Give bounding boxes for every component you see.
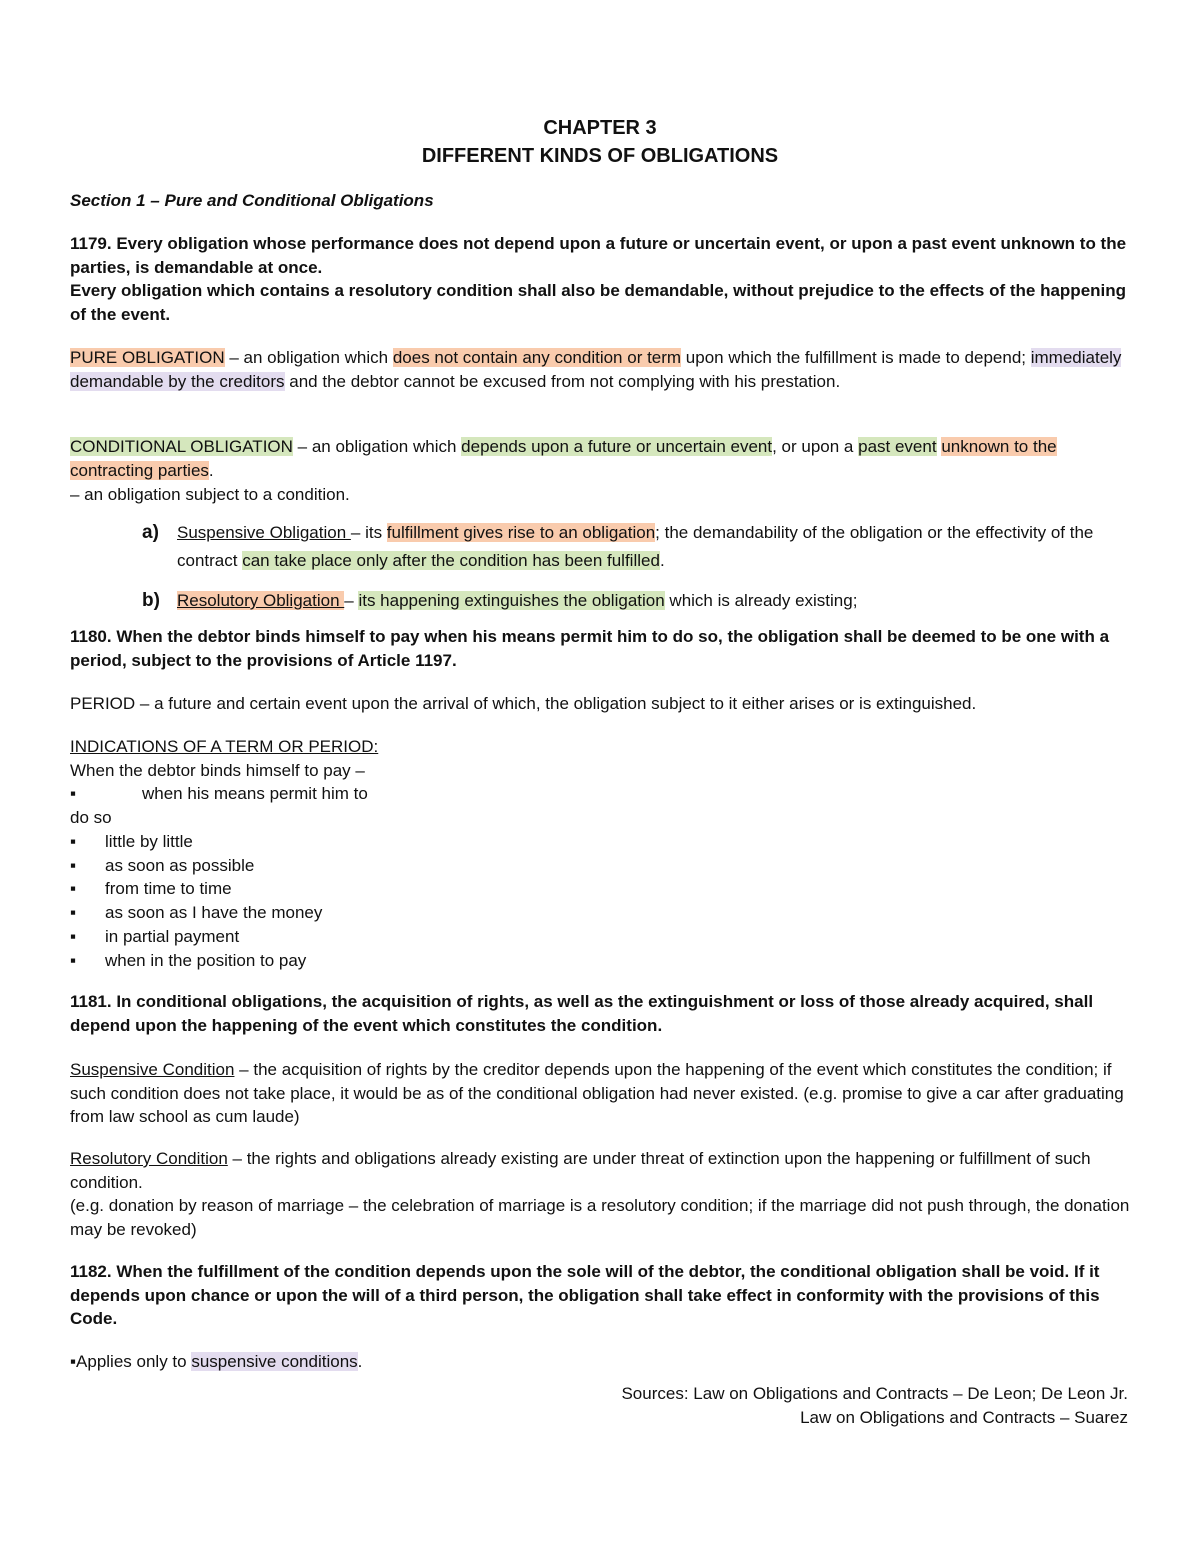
highlight-orange: does not contain any condition or term xyxy=(392,348,682,367)
resolutory-condition-example: (e.g. donation by reason of marriage – the celebration of marriage is a resolutory condition; if the marriage did not push through, the donation may be revoked) xyxy=(70,1196,1130,1239)
resolutory-condition-term: Resolutory Condition xyxy=(70,1149,228,1168)
bullet-icon: ▪ xyxy=(70,856,77,875)
pure-obligation-term: PURE OBLIGATION xyxy=(70,348,225,367)
highlight-orange: fulfillment gives rise to an obligation xyxy=(386,523,656,542)
kind-body: Resolutory Obligation – its happening extinguishes the obligation which is already existing; xyxy=(177,591,858,610)
article-1180: 1180. When the debtor binds himself to pay when his means permit him to do so, the obligation shall be deemed to be one with a period, subject to the provisions of Article 1197. xyxy=(70,627,1110,670)
resolutory-obligation-term: Resolutory Obligation xyxy=(177,591,345,610)
article-1181: 1181. In conditional obligations, the acquisition of rights, as well as the extinguishment or loss of those already acquired, shall depend upon the happening of the event which constitutes the condition. xyxy=(70,992,1094,1035)
indications-heading: INDICATIONS OF A TERM OR PERIOD: xyxy=(70,737,379,756)
pure-obligation-definition: PURE OBLIGATION – an obligation which does not contain any condition or term upon which the fulfillment is made to depend; immediately demandable by the creditors and the debtor cannot be excused from not complying with his prestation. xyxy=(70,348,1122,391)
section-heading: Section 1 – Pure and Conditional Obligations xyxy=(70,191,434,210)
article-1179-paragraph-1: 1179. Every obligation whose performance does not depend upon a future or uncertain event, or upon a past event unknown to the parties, is demandable at once. xyxy=(70,234,1127,277)
chapter-title: DIFFERENT KINDS OF OBLIGATIONS xyxy=(421,145,779,167)
bullet-icon: ▪ xyxy=(70,903,77,922)
applies-note: ▪Applies only to suspensive conditions. xyxy=(70,1352,363,1371)
suspensive-obligation-term: Suspensive Obligation xyxy=(177,523,351,542)
document-page: CHAPTER 3 DIFFERENT KINDS OF OBLIGATIONS Section 1 – Pure and Conditional Obligations 1179. Every obligation whose performance does not depend upon a future or uncertain event, or upon a past event unknown to the parties, is demandable at once. Every obligation which contains a resolutory condition shall also be demandable, without prejudice to the effects of the happening of the event. PURE OBLIGATION – an obligation which does not contain any condition or term upon which the fulfillment is made to depend; immediately demandable by the creditors and the debtor cannot be excused from not complying with his prestation. CONDITIONAL OBLIGATION – an obligation which depends upon a future or uncertain event, or upon a past event unknown to the contracting parties. – an obligation subject to a condition. a) Suspensive Obligation – its fulfillment gives rise to an obligation; the demandability of the obligation or the effectivity of the contract can take place only after the condition has been fulfilled. b) Resolutory Obligation – its happening extinguishes the obligation which is already existing; 1180. When the debtor binds himself to pay when his means permit him to do so, the obligation shall be deemed to be one with a period, subject to the provisions of Article 1197. PERIOD – a future and certain event upon the arrival of which, the obligation subject to it either arises or is extinguished. INDICATIONS OF A TERM OR PERIOD: When the debtor binds himself to pay – ▪ when his means permit him to do so ▪ little by little ▪ as soon as possible ▪ from time to time ▪ as soon as I have the money ▪ in partial payment ▪ when in the position to pay 1181. In conditional obligations, the acquisition of rights, as well as the extinguishment or loss of those already acquired, shall depend upon the happening of the event which constitutes the condition. Suspensive Condition – the acquisition of rights by the creditor depends upon the happening of the event which constitutes the condition; if such condition does not take place, it would be as of the conditional obligation had never existed. (e.g. promise to give a car after graduating from law school as cum laude) Resolutory Condition – the rights and obligations already existing are under threat of extinction upon the happening or fulfillment of such condition. (e.g. donation by reason of marriage – the celebration of marriage is a resolutory condition; if the marriage did not push through, the donation may be revoked) 1182. When the fulfillment of the condition depends upon the sole will of the debtor, the conditional obligation shall be void. If it depends upon chance or upon the will of a third person, the obligation shall take effect in conformity with the provisions of this Code. ▪Applies only to suspensive conditions. Sources: Law on Obligations and Contracts – De Leon; De Leon Jr. Law on Obligations and Contracts – Suarez xyxy=(0,0,1200,1553)
suspensive-condition-term: Suspensive Condition xyxy=(70,1060,235,1079)
highlight-purple: suspensive conditions xyxy=(191,1352,358,1371)
highlight-green: its happening extinguishes the obligation xyxy=(358,591,665,610)
chapter-heading: CHAPTER 3 xyxy=(543,117,657,139)
article-1179-paragraph-2: Every obligation which contains a resolutory condition shall also be demandable, without prejudice to the effects of the happening of the event. xyxy=(70,281,1127,324)
period-definition: PERIOD – a future and certain event upon the arrival of which, the obligation subject to it either arises or is extinguished. xyxy=(70,694,977,713)
kind-body: Suspensive Obligation – its fulfillment gives rise to an obligation; the demandability of the obligation or the effectivity of the contract can take place only after the condition has been fulfilled. xyxy=(177,523,1094,570)
list-marker: a) xyxy=(142,522,159,543)
highlight-green: can take place only after the condition has been fulfilled xyxy=(242,551,660,570)
bullet-icon: ▪ xyxy=(70,951,77,970)
highlight-green: past event xyxy=(858,437,937,456)
article-1182: 1182. When the fulfillment of the condition depends upon the sole will of the debtor, the conditional obligation shall be void. If it depends upon chance or upon the will of a third person, the obligation shall take effect in conformity with the provisions of this Code. xyxy=(70,1262,1100,1328)
highlight-green: depends upon a future or uncertain event xyxy=(461,437,773,456)
indications-intro: When the debtor binds himself to pay – xyxy=(70,761,365,780)
bullet-icon: ▪ xyxy=(70,927,77,946)
conditional-obligation-line2: – an obligation subject to a condition. xyxy=(70,485,350,504)
list-item-continuation: do so xyxy=(70,808,112,827)
highlight-purple: immediately demandable by the creditors xyxy=(70,348,1122,391)
bullet-icon: ▪ xyxy=(70,784,77,803)
bullet-icon: ▪ xyxy=(70,832,77,851)
suspensive-condition-definition: Suspensive Condition – the acquisition of rights by the creditor depends upon the happening of the event which constitutes the condition; if such condition does not take place, it would be as of the conditional obligation had never existed. (e.g. promise to give a car after graduating from law school as cum laude) xyxy=(70,1060,1124,1126)
sources-line-2: Law on Obligations and Contracts – Suarez xyxy=(800,1408,1128,1427)
resolutory-condition-definition: Resolutory Condition – the rights and obligations already existing are under threat of extinction upon the happening or fulfillment of such condition. xyxy=(70,1149,1091,1192)
list-marker: b) xyxy=(142,590,160,611)
highlight-orange: unknown to the contracting parties xyxy=(70,437,1057,480)
sources-line-1: Sources: Law on Obligations and Contracts – De Leon; De Leon Jr. xyxy=(621,1384,1128,1403)
conditional-obligation-term: CONDITIONAL OBLIGATION xyxy=(70,437,293,456)
conditional-obligation-definition: CONDITIONAL OBLIGATION – an obligation which depends upon a future or uncertain event, or upon a past event unknown to the contracting parties. xyxy=(70,437,1057,480)
bullet-icon: ▪ xyxy=(70,879,77,898)
